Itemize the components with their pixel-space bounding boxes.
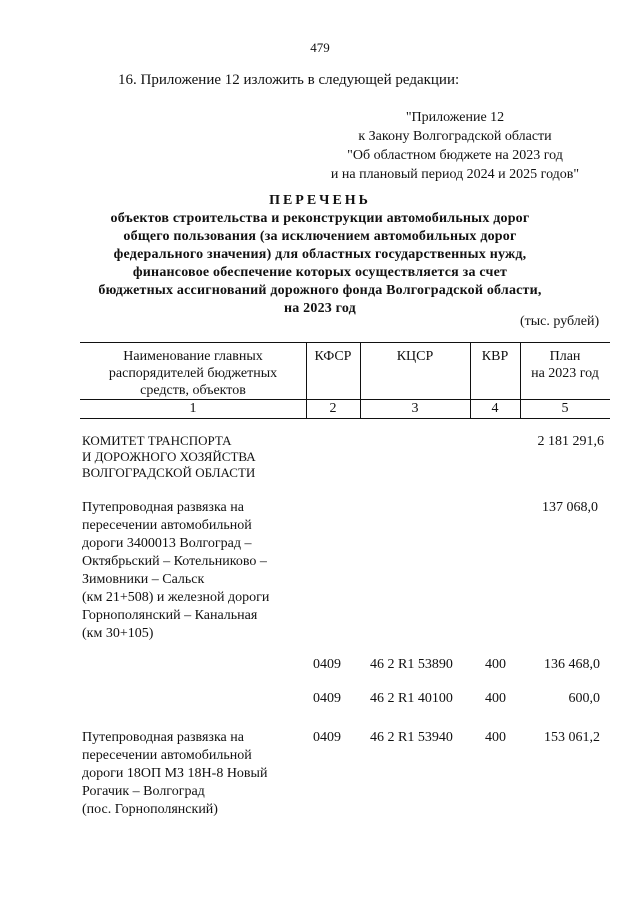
object2-kcsr: 46 2 R1 53940 <box>370 730 453 745</box>
object-name-line: (км 30+105) <box>82 626 154 641</box>
object-name-line: Рогачик – Волгоград <box>82 784 205 799</box>
table-row-plan: 600,0 <box>568 691 600 706</box>
org-name <box>82 433 302 481</box>
object-name-line: Путепроводная развязка на <box>82 500 244 515</box>
header-kcsr: КЦСР <box>396 349 434 364</box>
table-row-kcsr: 46 2 R1 40100 <box>370 691 453 706</box>
header-plan-line: План <box>549 349 581 364</box>
object2-kfsr: 0409 <box>313 730 341 745</box>
object-name-line: Зимовники – Сальск <box>82 572 205 587</box>
org-name-line: ВОЛГОГРАДСКОЙ ОБЛАСТИ <box>82 465 256 480</box>
object1-name <box>82 499 307 643</box>
column-number: 5 <box>561 401 569 416</box>
header-plan <box>520 348 610 382</box>
appendix-line: "Приложение 12 <box>405 110 505 125</box>
header-kvr: КВР <box>481 349 509 364</box>
title-line: финансовое обеспечение которых осуществляется за счет <box>132 265 508 280</box>
object2-plan: 153 061,2 <box>544 730 600 745</box>
object-name-line: Октябрьский – Котельниково – <box>82 554 267 569</box>
object-name-line: пересечении автомобильной <box>82 518 252 533</box>
column-number: 2 <box>329 401 337 416</box>
appendix-line: и на плановый период 2024 и 2025 годов" <box>330 167 580 182</box>
appendix-line: "Об областном бюджете на 2023 год <box>347 148 563 163</box>
column-number: 1 <box>189 401 197 416</box>
header-name-line: распорядителей бюджетных <box>108 366 278 381</box>
title-line: общего пользования (за исключением автомобильных дорог <box>123 229 517 244</box>
table-row-kcsr: 46 2 R1 53890 <box>370 657 453 672</box>
title-line: на 2023 год <box>284 301 356 316</box>
header-divider <box>80 399 610 400</box>
document-title <box>80 192 560 318</box>
intro-text: 16. Приложение 12 изложить в следующей редакции: <box>118 72 460 88</box>
header-name-line: Наименование главных <box>123 349 263 364</box>
title-line: бюджетных ассигнований дорожного фонда Волгоградской области, <box>98 283 542 298</box>
object-name-line: Путепроводная развязка на <box>82 730 244 745</box>
header-plan-line: на 2023 год <box>531 366 599 381</box>
table-row-kfsr: 0409 <box>313 657 341 672</box>
object-name-line: (км 21+508) и железной дороги <box>82 590 270 605</box>
object-name-line: Горнополянский – Канальная <box>82 608 258 623</box>
column-number: 3 <box>411 401 419 416</box>
table-header <box>80 342 610 419</box>
object-name-line: дороги 3400013 Волгоград – <box>82 536 252 551</box>
object-name-line: (пос. Горнополянский) <box>82 802 218 817</box>
title-line: ПЕРЕЧЕНЬ <box>269 193 371 208</box>
table-row-plan: 136 468,0 <box>544 657 600 672</box>
object-name-line: дороги 18ОП МЗ 18Н-8 Новый <box>82 766 268 781</box>
page-number: 479 <box>310 40 330 55</box>
org-name-line: КОМИТЕТ ТРАНСПОРТА <box>82 433 232 448</box>
header-name-line: средств, объектов <box>140 383 246 398</box>
table-row-kvr: 400 <box>485 657 506 672</box>
header-name <box>80 348 306 399</box>
appendix-header <box>300 108 610 184</box>
table-row-kvr: 400 <box>485 691 506 706</box>
object2-name <box>82 729 307 819</box>
column-number: 4 <box>491 401 499 416</box>
title-line: объектов строительства и реконструкции автомобильных дорог <box>110 211 530 226</box>
org-plan: 2 181 291,6 <box>537 434 604 449</box>
title-line: федерального значения) для областных государственных нужд, <box>113 247 527 262</box>
units-label: (тыс. рублей) <box>520 314 600 329</box>
object-name-line: пересечении автомобильной <box>82 748 252 763</box>
object2-kvr: 400 <box>485 730 506 745</box>
org-name-line: И ДОРОЖНОГО ХОЗЯЙСТВА <box>82 449 256 464</box>
object1-plan: 137 068,0 <box>542 500 598 515</box>
header-kfsr: КФСР <box>314 349 352 364</box>
appendix-line: к Закону Волгоградской области <box>358 129 552 144</box>
table-row-kfsr: 0409 <box>313 691 341 706</box>
